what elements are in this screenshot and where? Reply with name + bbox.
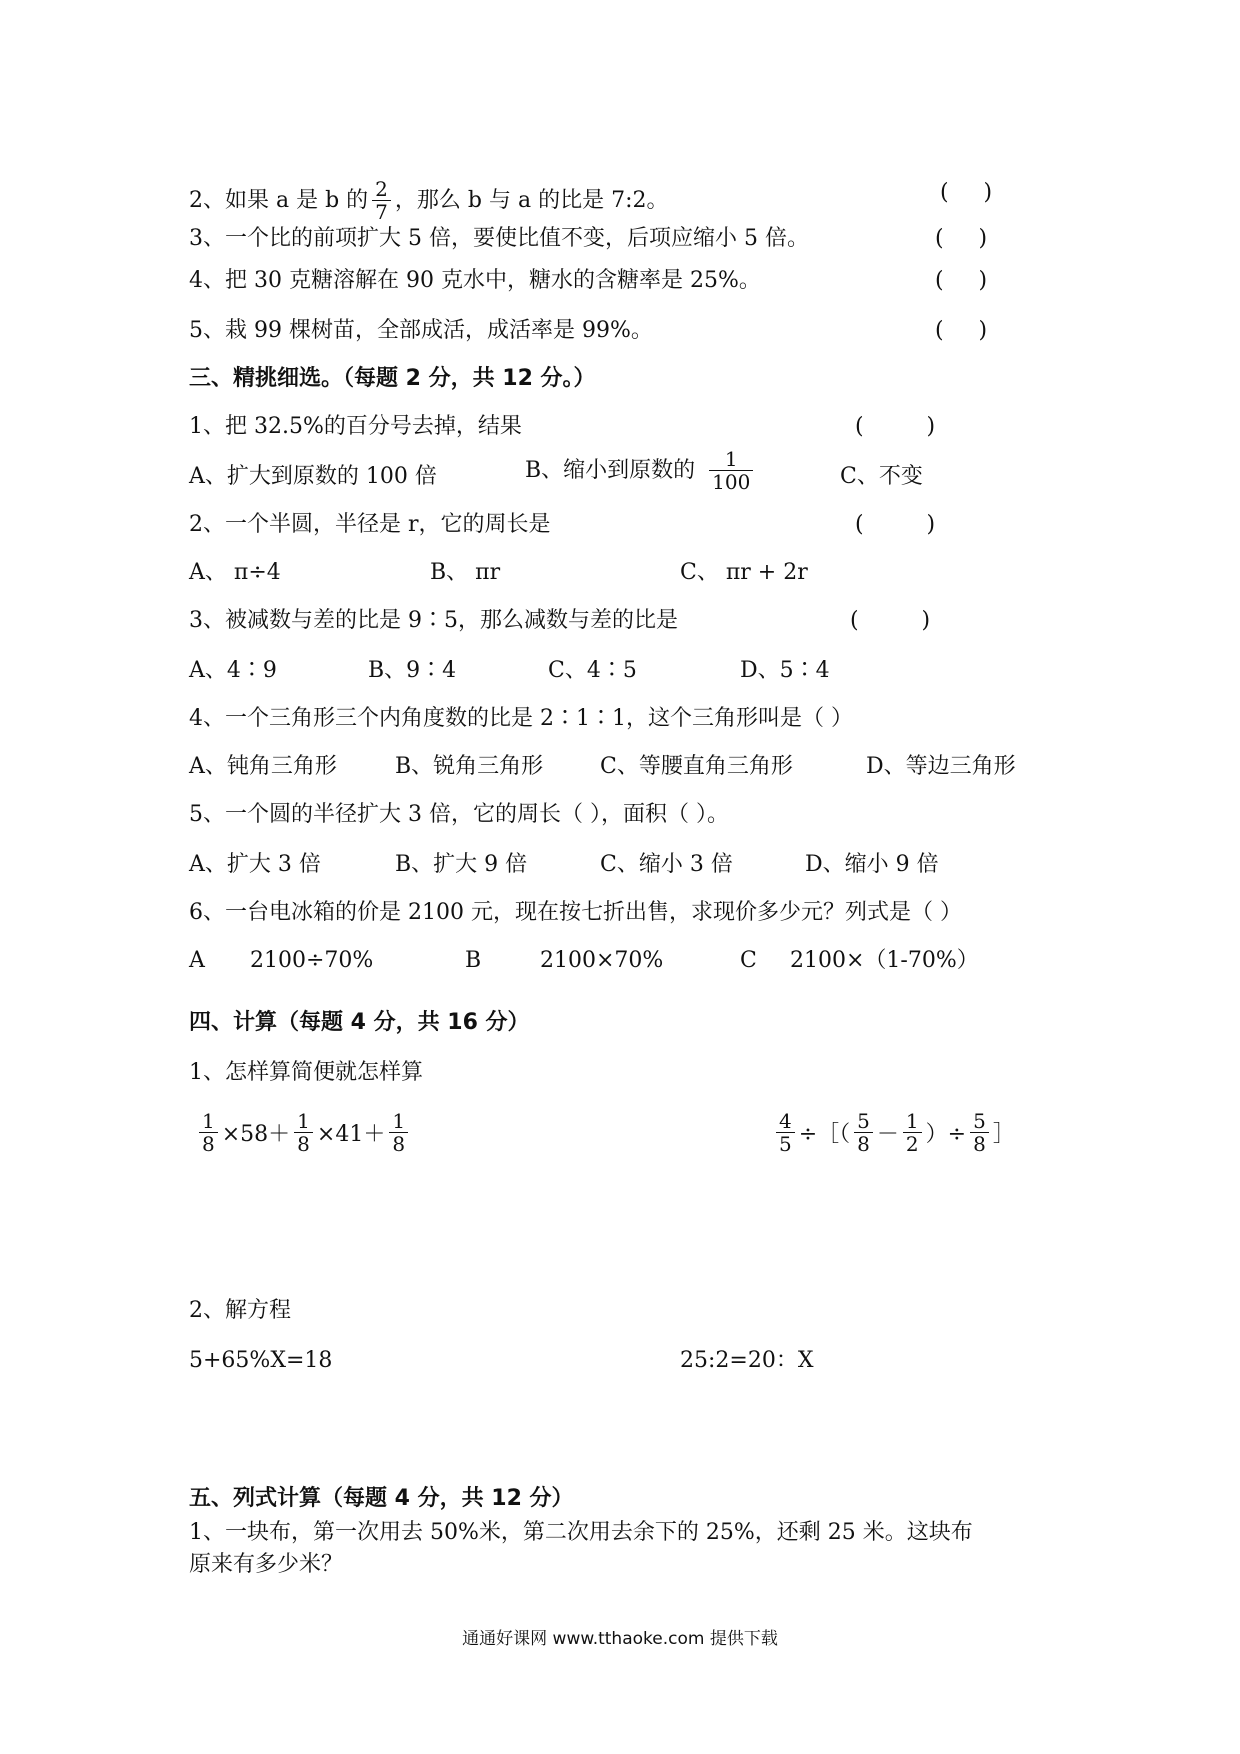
answer-paren: ( )	[935, 268, 988, 293]
option-a: A、扩大到原数的 100 倍	[189, 464, 437, 489]
option-a: A、钝角三角形	[189, 754, 337, 779]
answer-paren: ( )	[850, 608, 931, 633]
option-d: D、等边三角形	[866, 754, 1016, 779]
fraction: $\frac{1}{8}$	[294, 1110, 313, 1155]
judge-question-5: 5、栽 99 棵树苗，全部成活，成活率是 99%。	[189, 318, 653, 343]
fraction-denominator: 7	[375, 200, 388, 224]
option-c: C、 πr + 2r	[680, 560, 808, 585]
fraction-numerator: 2	[375, 177, 388, 201]
choice-question-2: 2、一个半圆，半径是 r，它的周长是	[189, 512, 551, 537]
option-b: B、锐角三角形	[395, 754, 544, 779]
section-3-title: 三、精挑细选。（每题 2 分，共 12 分。）	[189, 366, 596, 391]
expression-2	[772, 1110, 1015, 1155]
option-a: A、扩大 3 倍	[189, 852, 321, 877]
choice-question-1: 1、把 32.5%的百分号去掉，结果	[189, 414, 522, 439]
choice-question-6: 6、一台电冰箱的价是 2100 元，现在按七折出售，求现价多少元？列式是（ ）	[189, 900, 962, 925]
option-a: 2100÷70%	[250, 948, 374, 973]
word-problem-1-line-1: 1、一块布，第一次用去 50%米，第二次用去余下的 25%，还剩 25 米。这块布	[189, 1520, 973, 1545]
choice-question-4: 4、一个三角形三个内角度数的比是 2∶1∶1，这个三角形叫是（ ）	[189, 706, 853, 731]
answer-paren: ( )	[935, 318, 988, 343]
option-d: D、缩小 9 倍	[805, 852, 939, 877]
expression-text: ］	[992, 1122, 1015, 1147]
fraction: $\frac{1}{8}$	[199, 1110, 218, 1155]
choice-question-3: 3、被减数与差的比是 9∶5，那么减数与差的比是	[189, 608, 678, 633]
fraction: $\frac{1}{8}$	[389, 1110, 408, 1155]
section-4-title: 四、计算（每题 4 分，共 16 分）	[189, 1010, 530, 1035]
option-b-text: B、缩小到原数的	[525, 457, 696, 483]
fraction: $\frac{5}{8}$	[854, 1110, 873, 1155]
judge-q2-text-post: ，那么 b 与 a 的比是 7:2。	[394, 187, 669, 213]
choice-question-5: 5、一个圆的半径扩大 3 倍，它的周长（ ），面积（ ）。	[189, 802, 729, 827]
option-c: C、缩小 3 倍	[600, 852, 733, 877]
calc-subheading-1: 1、怎样算简便就怎样算	[189, 1060, 423, 1085]
expression-text: ×41＋	[316, 1122, 386, 1147]
expression-1	[195, 1110, 412, 1155]
option-b: 2100×70%	[540, 948, 664, 973]
option-c-label: C	[740, 948, 757, 973]
answer-paren: ( )	[855, 512, 936, 537]
equation-2: 25:2=20：X	[680, 1348, 814, 1373]
option-d: D、5∶4	[740, 658, 830, 683]
answer-paren: ( )	[940, 180, 993, 205]
option-a: A、 π÷4	[189, 560, 281, 585]
section-5-title: 五、列式计算（每题 4 分，共 12 分）	[189, 1486, 574, 1511]
judge-question-3: 3、一个比的前项扩大 5 倍，要使比值不变，后项应缩小 5 倍。	[189, 226, 809, 251]
fraction-denominator: 100	[712, 470, 751, 494]
option-c: 2100×（1-70%）	[790, 948, 979, 973]
word-problem-1-line-2: 原来有多少米？	[189, 1552, 344, 1577]
fraction-1-100	[709, 448, 753, 493]
option-c: C、4∶5	[548, 658, 637, 683]
expression-text: －	[876, 1122, 899, 1147]
answer-paren: ( )	[855, 414, 936, 439]
option-b	[525, 448, 757, 493]
fraction-2-7	[372, 178, 391, 223]
page-footer: 通通好课网 www.tthaoke.com 提供下载	[462, 1629, 778, 1649]
judge-question-2	[189, 178, 668, 223]
fraction-numerator: 1	[724, 447, 738, 471]
option-c: C、不变	[840, 464, 923, 489]
expression-text: ×58＋	[221, 1122, 291, 1147]
judge-q2-text-pre: 2、如果 a 是 b 的	[189, 187, 369, 213]
option-b: B、 πr	[430, 560, 501, 585]
equation-1: 5+65%X=18	[189, 1348, 333, 1373]
option-a-label: A	[189, 948, 205, 973]
fraction: $\frac{5}{8}$	[970, 1110, 989, 1155]
option-b: B、9∶4	[368, 658, 457, 683]
expression-text: ÷［（	[798, 1122, 851, 1147]
option-a: A、4∶9	[189, 658, 277, 683]
fraction: $\frac{1}{2}$	[903, 1110, 922, 1155]
option-c: C、等腰直角三角形	[600, 754, 793, 779]
calc-subheading-2: 2、解方程	[189, 1298, 291, 1323]
option-b-label: B	[465, 948, 482, 973]
answer-paren: ( )	[935, 226, 988, 251]
judge-question-4: 4、把 30 克糖溶解在 90 克水中，糖水的含糖率是 25%。	[189, 268, 761, 293]
option-b: B、扩大 9 倍	[395, 852, 528, 877]
expression-text: ）÷	[925, 1122, 967, 1147]
fraction: $\frac{4}{5}$	[776, 1110, 795, 1155]
